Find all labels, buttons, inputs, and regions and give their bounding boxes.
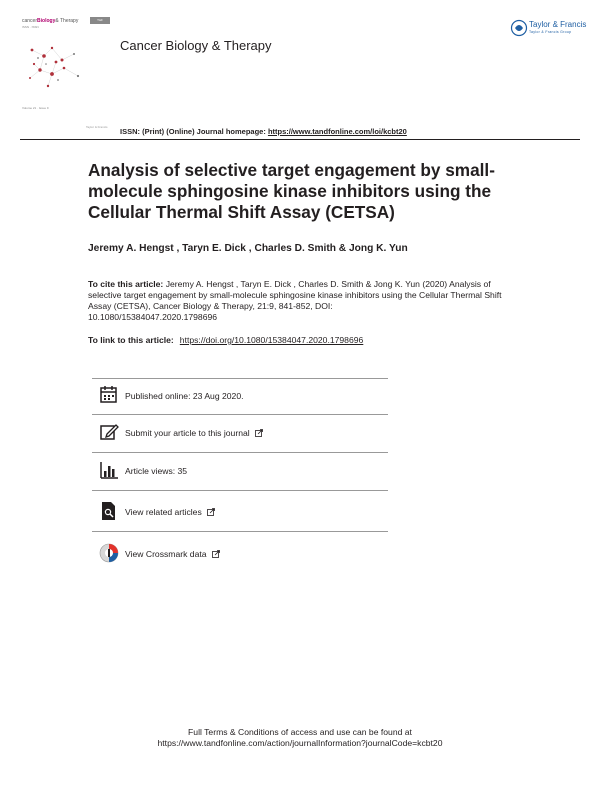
cover-subtitle: ISSN · ISSN <box>22 25 39 29</box>
journal-homepage-link[interactable]: https://www.tandfonline.com/loi/kcbt20 <box>267 127 407 136</box>
crossmark-row[interactable] <box>98 542 388 572</box>
published-online-row <box>98 384 388 414</box>
citation-label: To cite this article: <box>88 279 164 289</box>
external-link-icon <box>255 429 263 437</box>
citation-block <box>88 279 513 323</box>
issn-label: ISSN: (Print) (Online) Journal homepage: <box>120 127 266 136</box>
article-link-line <box>88 335 363 345</box>
cover-journal-title: cancerBiology& Therapy <box>22 18 79 24</box>
divider <box>92 378 388 379</box>
external-link-icon <box>207 508 215 516</box>
search-document-icon <box>98 500 120 522</box>
edit-icon <box>98 421 120 443</box>
article-views-row <box>98 459 388 489</box>
journal-name: Cancer Biology & Therapy <box>120 38 272 53</box>
crossmark-label[interactable]: View Crossmark data <box>125 549 207 559</box>
published-online-label: Published online: 23 Aug 2020. <box>125 391 244 401</box>
divider <box>92 452 388 453</box>
related-articles-label[interactable]: View related articles <box>125 507 202 517</box>
citation-text: Jeremy A. Hengst , Taryn E. Dick , Charles D. Smith & Jong K. Yun (2020) Analysis of selective target engagement by small-molecule sphingosine kinase inhibitors using the Cellular Thermal Shift Assay (CETSA), Cancer Biology & Therapy, 21:9, 841-852, DOI: <box>88 279 502 311</box>
link-label: To link to this article: <box>88 335 174 345</box>
crossmark-icon <box>98 542 120 564</box>
article-authors: Jeremy A. Hengst , Taryn E. Dick , Charles D. Smith & Jong K. Yun <box>88 243 408 254</box>
divider <box>92 531 388 532</box>
issn-homepage-line <box>120 127 407 136</box>
article-views-label: Article views: 35 <box>125 466 188 476</box>
calendar-icon <box>98 384 120 406</box>
divider <box>92 490 388 491</box>
submit-article-label[interactable]: Submit your article to this journal <box>125 428 250 438</box>
publisher-logo-name: Taylor & Francis <box>529 20 587 29</box>
submit-article-row[interactable] <box>98 421 388 451</box>
cover-publisher: Taylor & Francis <box>86 125 108 129</box>
footer-terms-line: Full Terms & Conditions of access and use can be found at <box>188 727 412 737</box>
related-articles-row[interactable] <box>98 500 388 530</box>
footer-terms-link[interactable]: https://www.tandfonline.com/action/journalInformation?journalCode=kcbt20 <box>157 738 443 748</box>
cover-issue-info: Volume 21 · Issue 9 <box>22 106 49 110</box>
cover-network-graphic <box>22 18 84 118</box>
header-divider <box>20 139 580 140</box>
publisher-logo-sub: Taylor & Francis Group <box>529 30 572 34</box>
article-doi-link[interactable]: https://doi.org/10.1080/15384047.2020.1798696 <box>179 335 364 345</box>
bar-chart-icon <box>98 459 120 481</box>
divider <box>92 414 388 415</box>
article-title: Analysis of selective target engagement by small-molecule sphingosine kinase inhibitors using the Cellular Thermal Shift Assay (CETSA) <box>88 160 495 222</box>
citation-doi: 10.1080/15384047.2020.1798696 <box>88 312 218 322</box>
cover-badge: T&F <box>90 17 110 24</box>
external-link-icon <box>212 550 220 558</box>
